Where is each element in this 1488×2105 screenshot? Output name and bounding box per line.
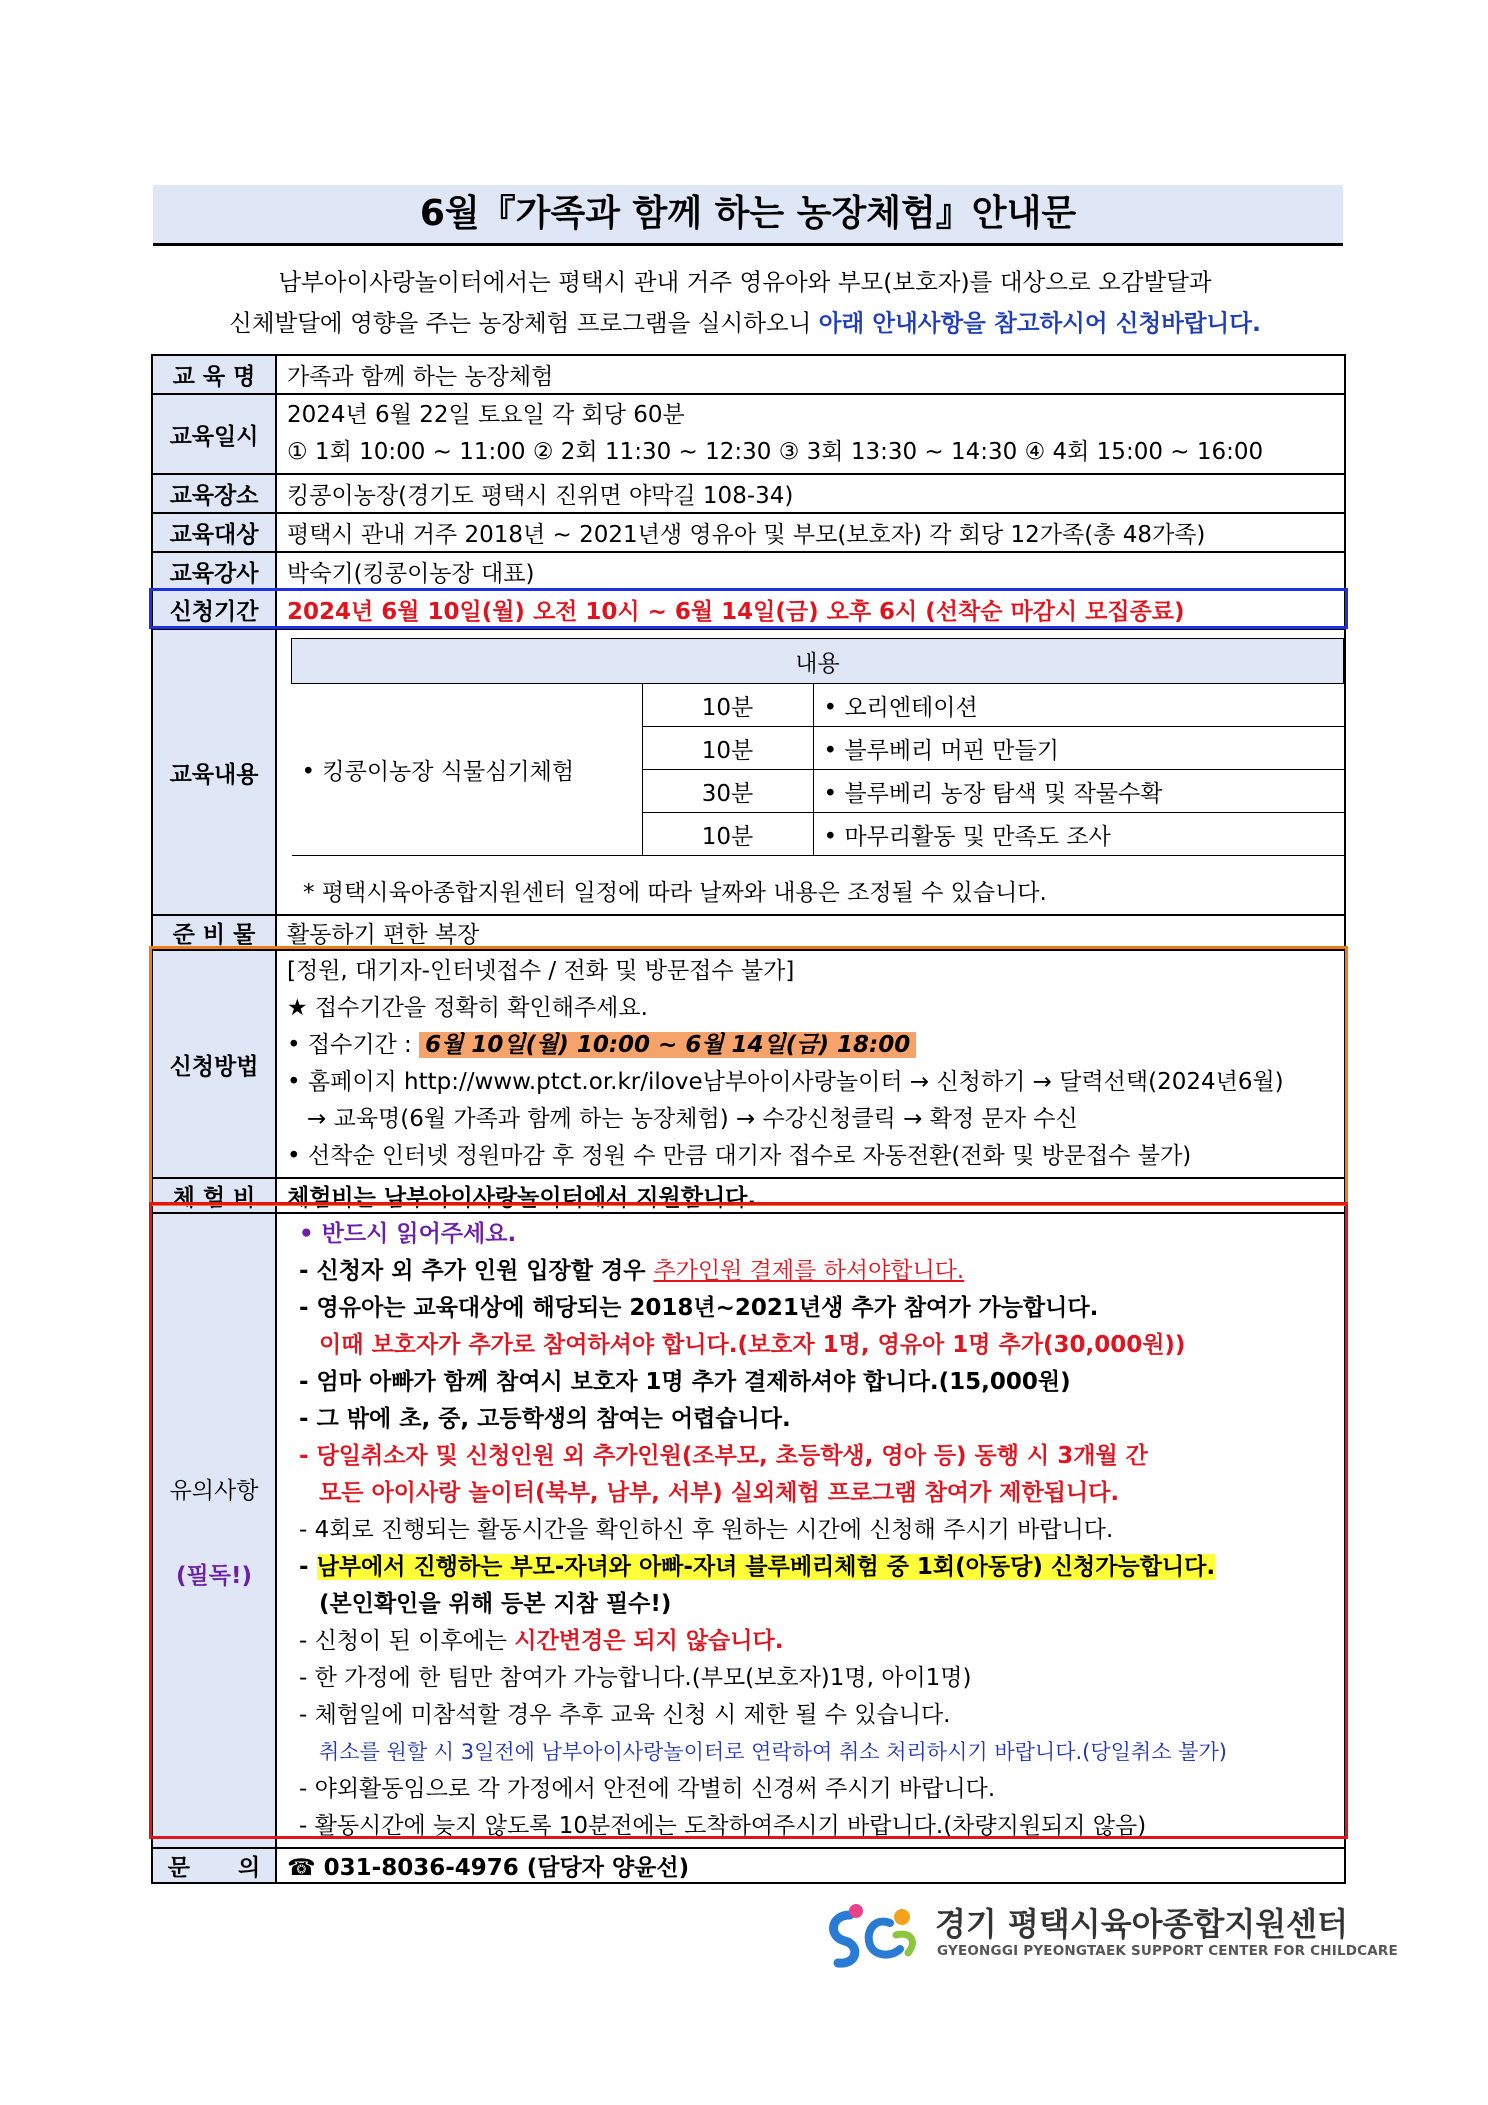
method-line-3 (287, 1027, 1334, 1064)
method-period-value: 6월 10일(월) 10:00 ~ 6월 14일(금) 18:00 (419, 1032, 916, 1058)
program-table (291, 638, 1344, 856)
label-notes-2: (필독!) (176, 1562, 252, 1589)
method-line-6: • 선착순 인터넷 정원마감 후 정원 수 만큼 대기자 접수로 자동전환(전화 및 방문접수 불가) (287, 1143, 1192, 1169)
label-target: 교육대상 (152, 513, 276, 552)
program-name: • 킹콩이농장 식물심기체험 (292, 684, 643, 856)
intro-line-2-emphasis: 아래 안내사항을 참고하시어 신청바랍니다. (818, 309, 1261, 337)
note-6: - 그 밖에 초, 중, 고등학생의 참여는 어렵습니다. (299, 1406, 791, 1432)
note-15: 취소를 원할 시 3일전에 남부아이사랑놀이터로 연락하여 취소 처리하시기 바랍니다.(당일취소 불가) (319, 1740, 1227, 1764)
row-period (152, 590, 1345, 629)
label-place: 교육장소 (152, 474, 276, 513)
note-16: - 야외활동임으로 각 가정에서 안전에 각별히 신경써 주시기 바랍니다. (299, 1776, 996, 1802)
program-desc: • 블루베리 머핀 만들기 (813, 727, 1344, 770)
program-minutes: 30분 (642, 770, 813, 813)
center-logo (820, 1895, 1398, 1975)
note-12-emphasis: 시간변경은 되지 않습니다. (514, 1628, 784, 1654)
method-line-4: • 홈페이지 http://www.ptct.or.kr/ilove남부아이사랑놀이터 → 신청하기 → 달력선택(2024년6월) (287, 1069, 1284, 1095)
program-row (292, 684, 1344, 727)
label-datetime: 교육일시 (152, 394, 276, 474)
value-target: 평택시 관내 거주 2018년 ~ 2021년생 영유아 및 부모(보호자) 각 회당 12가족(총 48가족) (276, 513, 1345, 552)
intro-line-2-text: 신체발달에 영향을 주는 농장체험 프로그램을 실시하오니 (229, 309, 819, 337)
program-desc: • 마무리활동 및 만족도 조사 (813, 813, 1344, 856)
value-place: 킹콩이농장(경기도 평택시 진위면 야막길 108-34) (276, 474, 1345, 513)
note-3: - 영유아는 교육대상에 해당되는 2018년~2021년생 추가 참여가 가능합니다. (299, 1295, 1099, 1321)
row-notes (152, 1213, 1345, 1848)
page-title: 6월『가족과 함께 하는 농장체험』안내문 (419, 193, 1077, 234)
program-desc: • 블루베리 농장 탐색 및 작물수확 (813, 770, 1344, 813)
method-period-label: • 접수기간 : (287, 1032, 420, 1058)
value-fee: 체험비는 남부아이사랑놀이터에서 지원합니다. (276, 1178, 1345, 1213)
intro-line-1: 남부아이사랑놀이터에서는 평택시 관내 거주 영유아와 부모(보호자)를 대상으로 오감발달과 (278, 268, 1212, 296)
value-notes (276, 1213, 1345, 1848)
label-period: 신청기간 (152, 590, 276, 629)
program-minutes: 10분 (642, 727, 813, 770)
program-header: 내용 (292, 639, 1344, 684)
center-logo-icon (820, 1895, 930, 1975)
note-14: - 체험일에 미참석할 경우 추후 교육 신청 시 제한 될 수 있습니다. (299, 1702, 951, 1728)
note-10 (299, 1549, 1334, 1586)
row-teacher (152, 552, 1345, 590)
note-7: - 당일취소자 및 신청인원 외 추가인원(조부모, 초등학생, 영아 등) 동행 시 3개월 간 (299, 1443, 1148, 1469)
label-fee: 체 험 비 (152, 1178, 276, 1213)
method-line-1: [정원, 대기자-인터넷접수 / 전화 및 방문접수 불가] (287, 958, 795, 984)
note-2-emphasis: 추가인원 결제를 하셔야합니다. (653, 1258, 965, 1284)
value-contact: ☎ 031-8036-4976 (담당자 양윤선) (276, 1848, 1345, 1883)
note-11: (본인확인을 위해 등본 지참 필수!) (319, 1591, 672, 1617)
value-name: 가족과 함께 하는 농장체험 (276, 355, 1345, 394)
row-content (152, 629, 1345, 915)
note-13: - 한 가정에 한 팀만 참여가 가능합니다.(부모(보호자)1명, 아이1명) (299, 1665, 972, 1691)
program-desc: • 오리엔테이션 (813, 684, 1344, 727)
note-10-dash: - (299, 1554, 317, 1580)
label-contact: 문 의 (152, 1848, 276, 1883)
note-17: - 활동시간에 늦지 않도록 10분전에는 도착하여주시기 바랍니다.(차량지원되지 않음) (299, 1813, 1147, 1839)
note-2-text: - 신청자 외 추가 인원 입장할 경우 (299, 1258, 654, 1284)
value-prep: 활동하기 편한 복장 (276, 915, 1345, 950)
label-notes-1: 유의사항 (169, 1477, 259, 1504)
row-contact (152, 1848, 1345, 1883)
value-content (276, 629, 1345, 915)
note-12-text: - 신청이 된 이후에는 (299, 1628, 515, 1654)
note-1: • 반드시 읽어주세요. (299, 1221, 517, 1247)
row-method (152, 950, 1345, 1178)
intro-line-2 (120, 304, 1370, 338)
note-8: 모든 아이사랑 놀이터(북부, 남부, 서부) 실외체험 프로그램 참여가 제한됩니다. (319, 1480, 1120, 1506)
center-name-en: GYEONGGI PYEONGTAEK SUPPORT CENTER FOR CHILDCARE (937, 1943, 1398, 1959)
datetime-line-2: ① 1회 10:00 ~ 11:00 ② 2회 11:30 ~ 12:30 ③ 3회 13:30 ~ 14:30 ④ 4회 15:00 ~ 16:00 (287, 439, 1264, 465)
program-minutes: 10분 (642, 684, 813, 727)
value-teacher: 박숙기(킹콩이농장 대표) (276, 552, 1345, 590)
label-method: 신청방법 (152, 950, 276, 1178)
program-header-row (292, 639, 1344, 684)
value-datetime (276, 394, 1345, 474)
note-2 (299, 1253, 1334, 1290)
method-line-2: ★ 접수기간을 정확히 확인해주세요. (287, 995, 648, 1021)
value-method (276, 950, 1345, 1178)
row-fee (152, 1178, 1345, 1213)
value-period: 2024년 6월 10일(월) 오전 10시 ~ 6월 14일(금) 오후 6시 (선착순 마감시 모집종료) (276, 590, 1345, 629)
program-minutes: 10분 (642, 813, 813, 856)
title-banner (153, 185, 1343, 246)
note-4: 이때 보호자가 추가로 참여하셔야 합니다.(보호자 1명, 영유아 1명 추가(30,000원)) (319, 1332, 1186, 1358)
label-teacher: 교육강사 (152, 552, 276, 590)
note-5: - 엄마 아빠가 함께 참여시 보호자 1명 추가 결제하셔야 합니다.(15,000원) (299, 1369, 1071, 1395)
row-prep (152, 915, 1345, 950)
label-content: 교육내용 (152, 629, 276, 915)
row-datetime (152, 394, 1345, 474)
row-target (152, 513, 1345, 552)
note-12 (299, 1623, 1334, 1660)
info-table (151, 354, 1346, 1884)
row-place (152, 474, 1345, 513)
label-prep: 준 비 물 (152, 915, 276, 950)
datetime-line-1: 2024년 6월 22일 토요일 각 회당 60분 (287, 402, 685, 428)
program-note: * 평택시육아종합지원센터 일정에 따라 날짜와 내용은 조정될 수 있습니다. (303, 880, 1047, 906)
label-name: 교 육 명 (152, 355, 276, 394)
center-name: 경기 평택시육아종합지원센터 (935, 1905, 1348, 1943)
note-9: - 4회로 진행되는 활동시간을 확인하신 후 원하는 시간에 신청해 주시기 바랍니다. (299, 1517, 1114, 1543)
method-line-5: → 교육명(6월 가족과 함께 하는 농장체험) → 수강신청클릭 → 확정 문자 수신 (307, 1106, 1078, 1132)
label-notes (152, 1213, 276, 1848)
note-10-highlight: 남부에서 진행하는 부모-자녀와 아빠-자녀 블루베리체험 중 1회(아동당) 신청가능합니다. (316, 1554, 1216, 1580)
row-name (152, 355, 1345, 394)
